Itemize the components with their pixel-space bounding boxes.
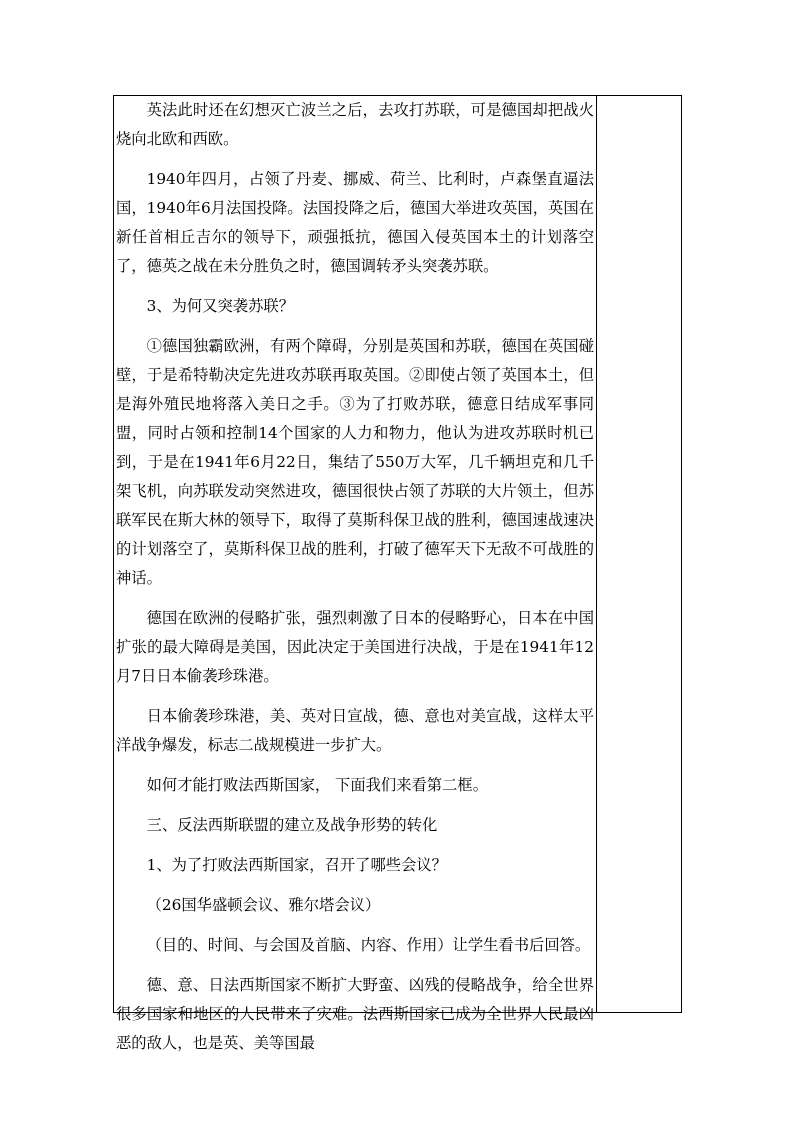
paragraph-reasons-attack-ussr: ①德国独霸欧洲，有两个障碍，分别是英国和苏联，德国在英国碰壁，于是希特勒决定先进攻苏联再取英国。②即使占领了英国本土，但是海外殖民地将落入美日之手。③为了打败苏联，德意日结成军事同盟，同时占领和控制14个国家的人力和物力，他认为进攻苏联时机已到，于是在1941年6月22日，集结了550万大军，几千辆坦克和几千架飞机，向苏联发动突然进攻，德国很快占领了苏联的大片领土，但苏联军民在斯大林的领导下，取得了莫斯科保卫战的胜利，德国速战速决的计划落空了，莫斯科保卫战的胜利，打破了德军天下无敌不可战胜的神话。 [116,337,594,587]
notes-column-cell [597,96,681,1012]
question-why-attack-ussr: 3、为何又突袭苏联？ [146,297,294,315]
paragraph-fascist-aggression: 德、意、日法西斯国家不断扩大野蛮、凶残的侵略战争，给全世界很多国家和地区的人民带来了灾难。法西斯国家已成为全世界人民最凶恶的敌人，也是英、美等国最 [116,976,594,1052]
question-conferences: 1、为了打败法西斯国家，召开了哪些会议？ [146,856,447,874]
lesson-content-cell [116,96,594,1069]
answer-conferences: （26国华盛顿会议、雅尔塔会议） [146,896,381,914]
paragraph-1940-campaign: 1940年四月，占领了丹麦、挪威、荷兰、比利时，卢森堡直逼法国，1940年6月法国投降。法国投降之后，德国大举进攻英国，英国在新任首相丘吉尔的领导下，顽强抵抗，德国入侵英国本土的计划落空了，德英之战在未分胜负之时，德国调转矛头突袭苏联。 [116,170,594,275]
paragraph-pacific-war: 日本偷袭珍珠港，美、英对日宣战，德、意也对美宣战，这样太平洋战争爆发，标志二战规模进一步扩大。 [116,707,594,754]
paragraph-poland-illusion: 英法此时还在幻想灭亡波兰之后，去攻打苏联，可是德国却把战火烧向北欧和西欧。 [116,101,594,148]
instruction-student-reading: （目的、时间、与会国及首脑、内容、作用）让学生看书后回答。 [146,936,591,954]
paragraph-japan-expansion: 德国在欧洲的侵略扩张，强烈刺激了日本的侵略野心，日本在中国扩张的最大障碍是美国，因此决定于美国进行决战，于是在1941年12月7日日本偷袭珍珠港。 [116,609,594,685]
paragraph-transition: 如何才能打败法西斯国家， 下面我们来看第二框。 [146,776,488,794]
section-heading-anti-fascist-alliance: 三、反法西斯联盟的建立及战争形势的转化 [146,816,438,834]
